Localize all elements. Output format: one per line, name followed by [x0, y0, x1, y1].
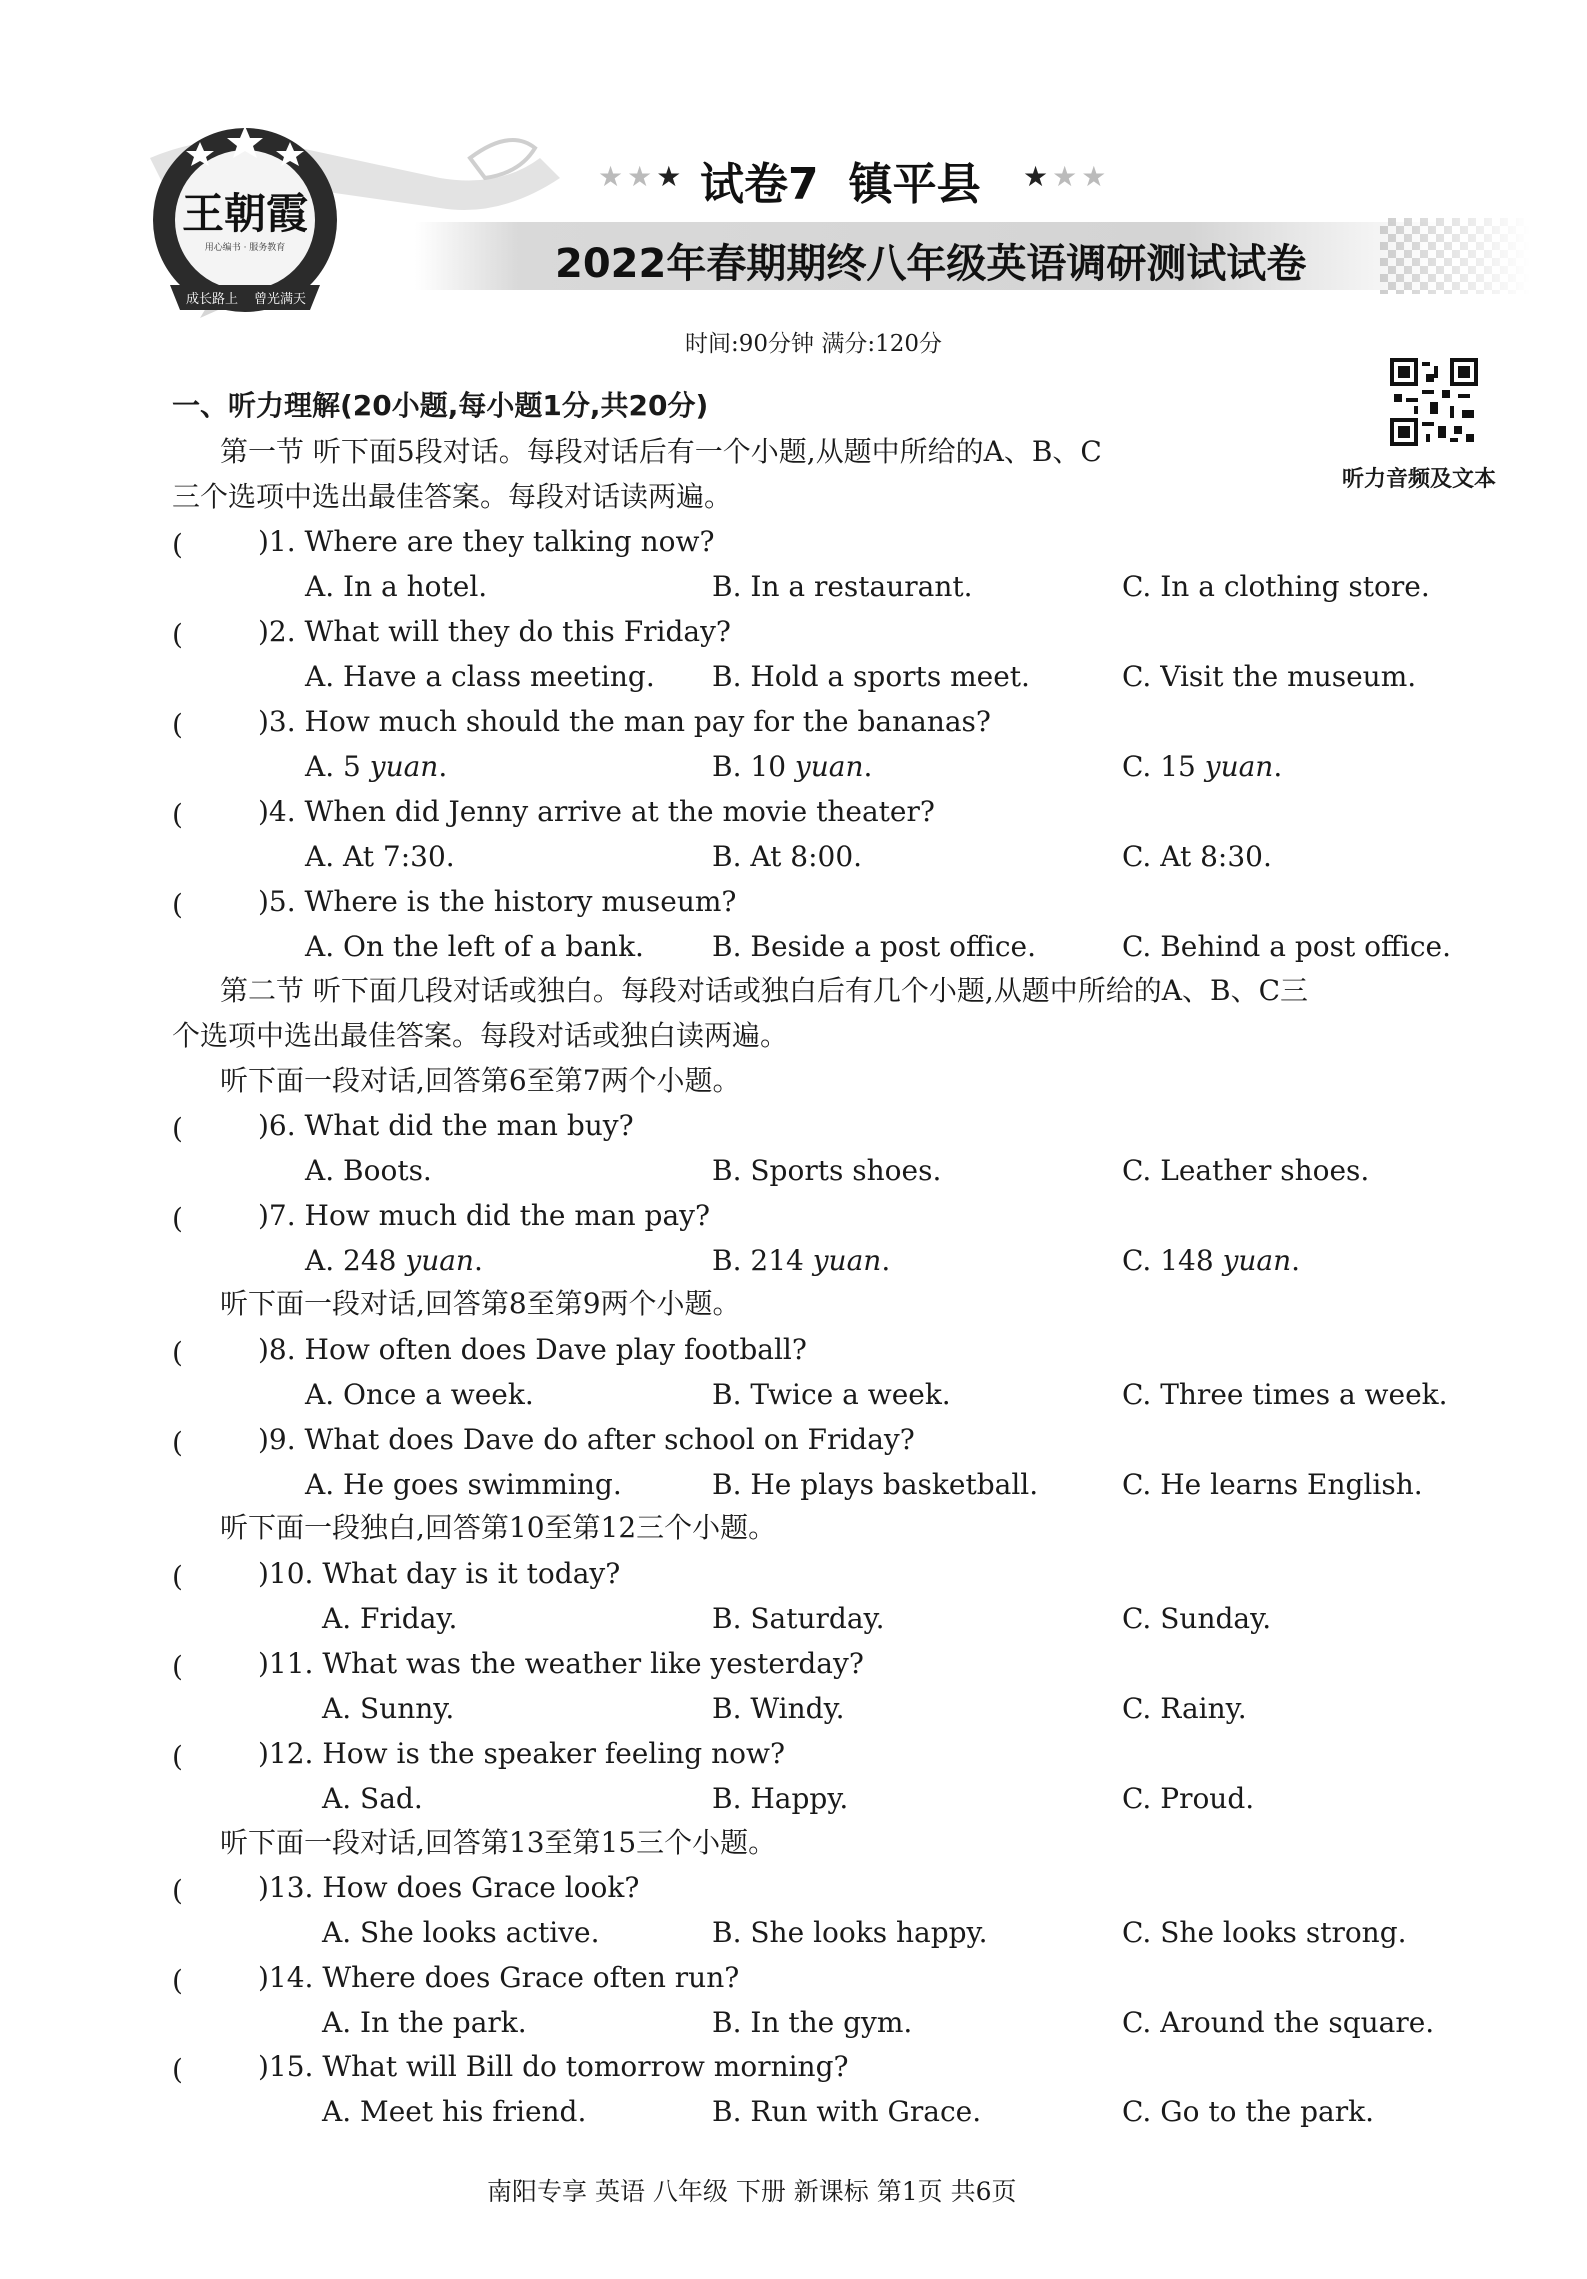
question-1-option-a: A. In a hotel. — [305, 570, 488, 603]
question-1-option-c: C. In a clothing store. — [1122, 570, 1430, 603]
question-6-option-b: B. Sports shoes. — [712, 1154, 942, 1187]
question-7-option-b: B. 214 yuan. — [712, 1244, 891, 1277]
question-8: )8. How often does Dave play football? — [258, 1333, 807, 1366]
question-2: )2. What will they do this Friday? — [258, 615, 731, 648]
answer-blank-7[interactable]: ( — [172, 1202, 183, 1235]
question-11-option-b: B. Windy. — [712, 1692, 845, 1725]
question-9: )9. What does Dave do after school on Friday? — [258, 1423, 915, 1456]
question-14-option-a: A. In the park. — [322, 2006, 527, 2039]
answer-blank-1[interactable]: ( — [172, 528, 183, 561]
question-6: )6. What did the man buy? — [258, 1109, 634, 1142]
answer-blank-3[interactable]: ( — [172, 708, 183, 741]
question-13-option-c: C. She looks strong. — [1122, 1916, 1407, 1949]
paper-label: 试卷7 镇平县 — [700, 159, 981, 210]
intro-6-7: 听下面一段对话,回答第6至第7两个小题。 — [220, 1064, 741, 1097]
question-14-option-b: B. In the gym. — [712, 2006, 913, 2039]
question-4-option-b: B. At 8:00. — [712, 840, 863, 873]
part1-instruction-1: 第一节 听下面5段对话。每段对话后有一个小题,从题中所给的A、B、C — [220, 435, 1102, 468]
question-9-option-c: C. He learns English. — [1122, 1468, 1423, 1501]
question-1: )1. Where are they talking now? — [258, 525, 715, 558]
question-12-option-b: B. Happy. — [712, 1782, 849, 1815]
question-3-option-a: A. 5 yuan. — [305, 750, 448, 783]
question-13: )13. How does Grace look? — [258, 1871, 640, 1904]
part2-instruction-2: 个选项中选出最佳答案。每段对话或独白读两遍。 — [172, 1019, 789, 1052]
part2-instruction-1: 第二节 听下面几段对话或独白。每段对话或独白后有几个小题,从题中所给的A、B、C三 — [220, 974, 1309, 1007]
question-5-option-c: C. Behind a post office. — [1122, 930, 1451, 963]
section-heading: 一、听力理解(20小题,每小题1分,共20分) — [172, 389, 709, 422]
question-13-option-a: A. She looks active. — [322, 1916, 600, 1949]
question-14-option-c: C. Around the square. — [1122, 2006, 1435, 2039]
answer-blank-15[interactable]: ( — [172, 2053, 183, 2086]
question-11-option-a: A. Sunny. — [322, 1692, 455, 1725]
question-9-option-a: A. He goes swimming. — [305, 1468, 622, 1501]
question-12: )12. How is the speaker feeling now? — [258, 1737, 785, 1770]
answer-blank-12[interactable]: ( — [172, 1740, 183, 1773]
answer-blank-6[interactable]: ( — [172, 1112, 183, 1145]
question-3-option-c: C. 15 yuan. — [1122, 750, 1283, 783]
question-7-option-a: A. 248 yuan. — [305, 1244, 483, 1277]
intro-8-9: 听下面一段对话,回答第8至第9两个小题。 — [220, 1287, 741, 1320]
time-info: 时间:90分钟 满分:120分 — [685, 331, 942, 357]
checker-pattern — [1380, 218, 1530, 294]
question-7-option-c: C. 148 yuan. — [1122, 1244, 1301, 1277]
question-4-option-a: A. At 7:30. — [305, 840, 455, 873]
answer-blank-9[interactable]: ( — [172, 1426, 183, 1459]
question-15-option-c: C. Go to the park. — [1122, 2095, 1374, 2128]
question-4: )4. When did Jenny arrive at the movie theater? — [258, 795, 935, 828]
question-2-option-c: C. Visit the museum. — [1122, 660, 1417, 693]
question-5-option-b: B. Beside a post office. — [712, 930, 1036, 963]
question-2-option-b: B. Hold a sports meet. — [712, 660, 1030, 693]
question-8-option-a: A. Once a week. — [305, 1378, 534, 1411]
question-10: )10. What day is it today? — [258, 1557, 621, 1590]
answer-blank-2[interactable]: ( — [172, 618, 183, 651]
logo-small-text: 用心编书 · 服务教育 — [204, 243, 286, 253]
question-8-option-b: B. Twice a week. — [712, 1378, 951, 1411]
qr-code[interactable] — [1390, 358, 1478, 446]
question-5-option-a: A. On the left of a bank. — [305, 930, 644, 963]
intro-10-12: 听下面一段独白,回答第10至第12三个小题。 — [220, 1511, 777, 1544]
answer-blank-8[interactable]: ( — [172, 1336, 183, 1369]
question-6-option-c: C. Leather shoes. — [1122, 1154, 1370, 1187]
logo-tagline-left: 成长路上 — [185, 292, 239, 307]
question-15: )15. What will Bill do tomorrow morning? — [258, 2050, 849, 2083]
question-11-option-c: C. Rainy. — [1122, 1692, 1247, 1725]
question-12-option-a: A. Sad. — [322, 1782, 423, 1815]
question-3: )3. How much should the man pay for the bananas? — [258, 705, 991, 738]
answer-blank-5[interactable]: ( — [172, 888, 183, 921]
logo-name: 王朝霞 — [181, 189, 309, 238]
question-7: )7. How much did the man pay? — [258, 1199, 710, 1232]
question-9-option-b: B. He plays basketball. — [712, 1468, 1039, 1501]
intro-13-15: 听下面一段对话,回答第13至第15三个小题。 — [220, 1826, 777, 1859]
stars-left: ★★★ — [598, 160, 686, 193]
question-4-option-c: C. At 8:30. — [1122, 840, 1272, 873]
question-13-option-b: B. She looks happy. — [712, 1916, 988, 1949]
question-8-option-c: C. Three times a week. — [1122, 1378, 1448, 1411]
answer-blank-4[interactable]: ( — [172, 798, 183, 831]
exam-title: 2022年春期期终八年级英语调研测试试卷 — [555, 241, 1307, 287]
question-3-option-b: B. 10 yuan. — [712, 750, 873, 783]
question-15-option-b: B. Run with Grace. — [712, 2095, 982, 2128]
question-10-option-b: B. Saturday. — [712, 1602, 885, 1635]
question-14: )14. Where does Grace often run? — [258, 1961, 740, 1994]
question-10-option-c: C. Sunday. — [1122, 1602, 1272, 1635]
answer-blank-13[interactable]: ( — [172, 1874, 183, 1907]
question-11: )11. What was the weather like yesterday? — [258, 1647, 864, 1680]
county-name: 镇平县 — [848, 159, 981, 210]
question-15-option-a: A. Meet his friend. — [322, 2095, 587, 2128]
qr-caption: 听力音频及文本 — [1342, 467, 1497, 492]
brand-logo — [140, 120, 350, 330]
question-10-option-a: A. Friday. — [322, 1602, 458, 1635]
stars-right: ★★★ — [1023, 160, 1111, 193]
question-2-option-a: A. Have a class meeting. — [305, 660, 655, 693]
answer-blank-14[interactable]: ( — [172, 1964, 183, 1997]
question-12-option-c: C. Proud. — [1122, 1782, 1255, 1815]
question-1-option-b: B. In a restaurant. — [712, 570, 973, 603]
logo-tagline-right: 曾光满天 — [253, 292, 307, 307]
page-footer: 南阳专享 英语 八年级 下册 新课标 第1页 共6页 — [487, 2177, 1017, 2206]
part1-instruction-2: 三个选项中选出最佳答案。每段对话读两遍。 — [172, 480, 733, 513]
answer-blank-11[interactable]: ( — [172, 1650, 183, 1683]
question-6-option-a: A. Boots. — [305, 1154, 432, 1187]
answer-blank-10[interactable]: ( — [172, 1560, 183, 1593]
question-5: )5. Where is the history museum? — [258, 885, 737, 918]
